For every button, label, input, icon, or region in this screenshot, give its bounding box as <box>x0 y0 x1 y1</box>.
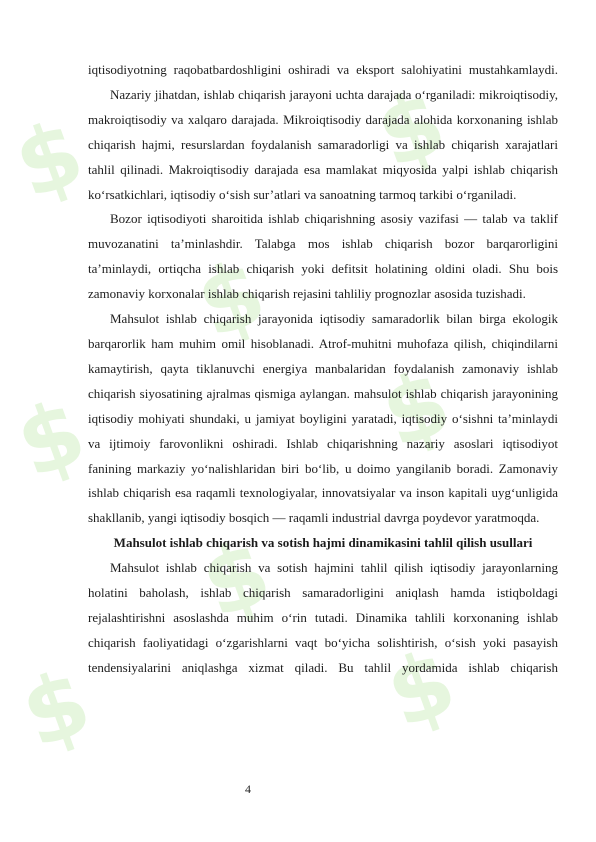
svg-text:$: $ <box>363 69 459 190</box>
svg-text:$: $ <box>183 239 279 360</box>
svg-text:$: $ <box>188 519 284 640</box>
section-heading: Mahsulot ishlab chiqarish va sotish hajmi dinamikasini tahlil qilish usullari <box>113 535 533 551</box>
svg-text:$: $ <box>368 349 464 470</box>
svg-text:$: $ <box>1 99 97 220</box>
page-number <box>0 782 596 797</box>
svg-text:$: $ <box>373 629 469 750</box>
document-body <box>88 58 558 681</box>
paragraph-3: Bozor iqtisodiyoti sharoitida ishlab chiqarishning asosiy vazifasi — talab va taklif muvozanatini ta’minlashdir. Talabga mos ishlab chiqarish bozor barqarorligini ta’minlaydi, ortiqcha ishlab chiqarish yoki defitsit holatining oldini oladi. Shu bois zamonaviy korxonalar ishlab chiqarish rejasini tahliliy prognozlar asosida tuzishadi. <box>88 211 558 302</box>
svg-text:$: $ <box>3 379 99 500</box>
paragraph-1: iqtisodiyotning raqobatbardoshligini oshiradi va eksport salohiyatini mustahkamlaydi. <box>88 62 558 77</box>
svg-text:$: $ <box>8 649 104 770</box>
page-number-label: 4 <box>245 782 251 796</box>
paragraph-2: Nazariy jihatdan, ishlab chiqarish jarayoni uchta darajada o‘rganiladi: mikroiqtisodiy, makroiqtisodiy va xalqaro darajada. Mikroiqtisodiy darajada alohida korxonaning ishlab chiqarish hajmi, resurslardan foydalanish samaradorligi va ishlab chiqarish xarajatlari tahlil qilinadi. Makroiqtisodiy darajada esa mamlakat miqyosida yalpi ishlab chiqarish ko‘rsatkichlari, iqtisodiy o‘sish sur’atlari va sanoatning tarmoq tarkibi o‘rganiladi. <box>88 86 558 202</box>
paragraph-5: Mahsulot ishlab chiqarish va sotish hajmini tahlil qilish iqtisodiy jarayonlarning holatini baholash, ishlab chiqarish samaradorligini aniqlash hamda istiqboldagi rejalashtirishni asoslashda muhim o‘rin tutadi. Dinamika tahlili korxonaning ishlab chiqarish faoliyatidagi o‘zgarishlarni vaqt bo‘yicha solishtirish, o‘sish yoki pasayish tendensiyalarini aniqlashga xizmat qiladi. Bu tahlil yordamida ishlab chiqarish <box>88 560 558 675</box>
paragraph-4: Mahsulot ishlab chiqarish jarayonida iqtisodiy samaradorlik bilan birga ekologik barqarorlik ham muhim omil hisoblanadi. Atrof-muhitni muhofaza qilish, chiqindilarni kamaytirish, qayta tiklanuvchi energiya manbalaridan foydalanish zamonaviy ishlab chiqarish siyosatining ajralmas qismiga aylangan. mahsulot ishlab chiqarish jarayonining iqtisodiy mohiyati shundaki, u jamiyat boyligini yaratadi, iqtisodiy o‘sishni ta’minlaydi va ijtimoiy farovonlikni oshiradi. Ishlab chiqarishning nazariy asoslari iqtisodiyot fanining markaziy yo‘nalishlaridan biri bo‘lib, u doimo yangilanib boradi. Zamonaviy ishlab chiqarish esa raqamli texnologiyalar, innovatsiyalar va inson kapitali uyg‘unligida shakllanib, yangi iqtisodiy bosqich — raqamli industrial davrga poydevor yaratmoqda. <box>88 311 558 526</box>
